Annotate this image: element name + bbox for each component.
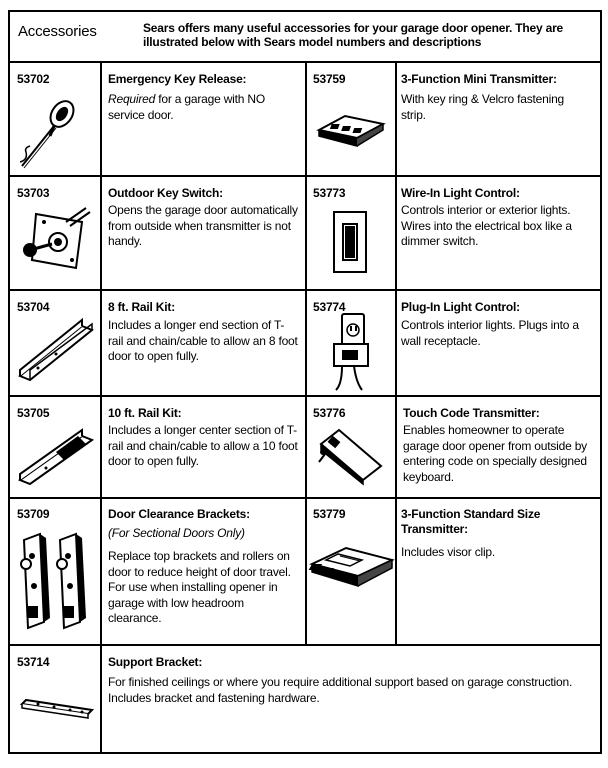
standard-transmitter-icon	[308, 540, 394, 596]
model-number: 53704	[17, 300, 50, 314]
wall-switch-icon	[332, 210, 368, 274]
model-number: 53709	[17, 507, 50, 521]
model-number: 53714	[17, 655, 50, 669]
item-description: Replace top brackets and rollers on door to reduce height of door travel. For use when installing opener in garage with low headroom clearance.	[108, 549, 291, 625]
item-description	[108, 92, 296, 123]
item-name: Emergency Key Release:	[108, 72, 247, 86]
item-name: Plug-In Light Control:	[401, 300, 520, 314]
item-description: With key ring & Velcro fastening strip.	[401, 92, 565, 122]
item-name: Wire-In Light Control:	[401, 186, 520, 200]
divider	[10, 644, 600, 646]
item-description: Controls interior or exterior lights. Wires into the electrical box like a dimmer switch.	[401, 203, 572, 248]
model-number: 53776	[313, 406, 346, 420]
plug-in-control-icon	[328, 312, 376, 392]
item-name: 3-Function Standard Size Transmitter:	[401, 507, 541, 536]
item-note: Required	[108, 92, 156, 106]
item-name: 8 ft. Rail Kit:	[108, 300, 176, 314]
rail-section-icon	[16, 422, 96, 488]
model-number: 53779	[313, 507, 346, 521]
model-number: 53705	[17, 406, 50, 420]
model-number: 53703	[17, 186, 50, 200]
brackets-icon	[16, 526, 96, 634]
model-number: 53702	[17, 72, 50, 86]
divider	[395, 63, 397, 644]
support-bracket-icon	[18, 680, 96, 724]
item-description-text: for a garage with NO service door.	[108, 92, 265, 122]
item-name: Outdoor Key Switch:	[108, 186, 223, 200]
item-name: 3-Function Mini Transmitter:	[401, 72, 557, 86]
model-number: 53759	[313, 72, 346, 86]
keypad-icon	[315, 424, 385, 484]
mini-transmitter-icon	[315, 104, 387, 148]
item-description: Includes visor clip.	[401, 545, 496, 559]
page-title: Accessories	[18, 23, 97, 40]
item-note: (For Sectional Doors Only)	[108, 526, 245, 540]
item-name: Door Clearance Brackets:	[108, 507, 250, 521]
item-description: Enables homeowner to operate garage door opener from outside by entering code on specially designed keyboard.	[403, 423, 587, 484]
item-description: Includes a longer center section of T-rail and chain/cable to allow a 10 foot door to open fully.	[108, 423, 298, 468]
item-name: Support Bracket:	[108, 655, 203, 669]
accessories-sheet	[8, 10, 602, 754]
divider	[100, 63, 102, 754]
divider	[305, 63, 307, 644]
item-description: Opens the garage door automatically from outside when transmitter is not handy.	[108, 203, 298, 248]
item-description: For finished ceilings or where you require additional support based on garage construction. Includes bracket and fastening hardware.	[108, 675, 573, 705]
item-description: Includes a longer end section of T-rail and chain/cable to allow an 8 foot door to open fully.	[108, 318, 298, 363]
key-release-icon	[14, 90, 94, 170]
model-number: 53774	[313, 300, 346, 314]
intro-text: Sears offers many useful accessories for your garage door opener. They are illustrated below with Sears model numbers and descriptions	[143, 21, 564, 49]
model-number: 53773	[313, 186, 346, 200]
item-name: Touch Code Transmitter:	[403, 406, 540, 420]
item-description: Controls interior lights. Plugs into a wall receptacle.	[401, 318, 579, 348]
rail-icon	[16, 318, 96, 384]
key-switch-icon	[16, 204, 92, 276]
item-name: 10 ft. Rail Kit:	[108, 406, 182, 420]
